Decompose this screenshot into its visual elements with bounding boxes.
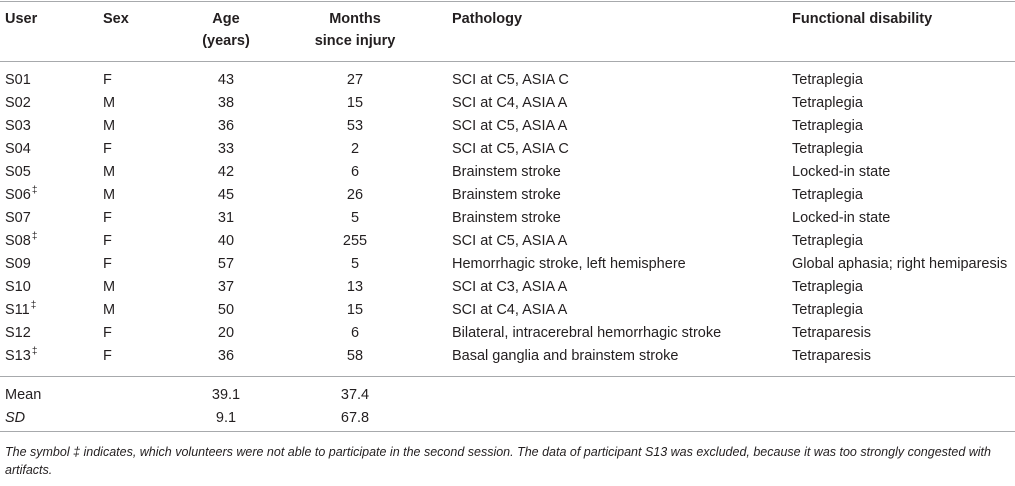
user-cell-text: S10 xyxy=(5,279,31,295)
months-cell xyxy=(315,207,395,230)
functional-disability-cell xyxy=(792,92,863,115)
user-cell xyxy=(5,115,31,138)
age-cell xyxy=(200,230,252,253)
sex-cell xyxy=(103,299,115,322)
pathology-cell-text: SCI at C5, ASIA A xyxy=(452,118,568,134)
sex-cell xyxy=(103,230,112,253)
months-cell-text: 15 xyxy=(346,302,364,318)
sex-cell xyxy=(103,115,115,138)
sex-cell-text: F xyxy=(103,256,112,272)
months-cell-text: 53 xyxy=(346,118,364,134)
user-cell xyxy=(5,276,31,299)
age-cell-text: 50 xyxy=(217,302,235,318)
sex-cell xyxy=(103,207,112,230)
sex-cell-text: F xyxy=(103,210,112,226)
sex-cell-text: M xyxy=(103,95,116,111)
user-cell-text: S06 xyxy=(5,187,31,203)
pathology-cell xyxy=(452,299,567,322)
pathology-cell xyxy=(452,230,567,253)
user-cell xyxy=(5,345,37,368)
sex-cell-text: F xyxy=(103,233,112,249)
sex-cell-text: M xyxy=(103,164,116,180)
functional-disability-cell xyxy=(792,253,1007,276)
pathology-cell-text: Brainstem stroke xyxy=(452,210,561,226)
functional-disability-cell-text: Tetraplegia xyxy=(792,302,863,318)
top-rule xyxy=(0,1,1015,2)
sex-cell xyxy=(103,138,112,161)
pathology-cell xyxy=(452,253,686,276)
age-cell xyxy=(200,161,252,184)
user-cell xyxy=(5,92,31,115)
age-cell-text: 40 xyxy=(217,233,235,249)
pathology-cell-text: SCI at C5, ASIA A xyxy=(452,233,568,249)
months-cell-text: 6 xyxy=(350,164,360,180)
functional-disability-cell-text: Tetraparesis xyxy=(792,325,871,341)
user-cell-text: S02 xyxy=(5,95,31,111)
age-cell xyxy=(200,207,252,230)
header-rule xyxy=(0,61,1015,62)
functional-disability-cell xyxy=(792,345,871,368)
functional-disability-cell xyxy=(792,115,863,138)
months-cell xyxy=(315,184,395,207)
header-pathology: Pathology xyxy=(452,11,523,27)
months-cell xyxy=(315,345,395,368)
header-user: User xyxy=(5,11,38,27)
pathology-cell xyxy=(452,322,721,345)
months-cell xyxy=(315,253,395,276)
user-cell xyxy=(5,230,37,253)
user-cell-text: S12 xyxy=(5,325,31,341)
sex-cell xyxy=(103,92,115,115)
double-dagger-marker: ‡ xyxy=(31,231,38,243)
user-cell-text: S01 xyxy=(5,72,31,88)
sex-cell xyxy=(103,276,115,299)
age-cell xyxy=(200,115,252,138)
pathology-cell-text: SCI at C5, ASIA C xyxy=(452,141,569,157)
header-age xyxy=(196,8,256,52)
user-cell-text: S13 xyxy=(5,348,31,364)
pathology-cell xyxy=(452,92,567,115)
pathology-cell-text: Brainstem stroke xyxy=(452,187,561,203)
age-cell xyxy=(200,345,252,368)
summary-months: 67.8 xyxy=(340,410,370,426)
summary-months: 37.4 xyxy=(340,387,370,403)
months-cell xyxy=(315,161,395,184)
user-cell xyxy=(5,138,31,161)
summary-rule xyxy=(0,376,1015,377)
pathology-cell-text: Basal ganglia and brainstem stroke xyxy=(452,348,679,364)
age-cell xyxy=(200,299,252,322)
pathology-cell-text: Hemorrhagic stroke, left hemisphere xyxy=(452,256,686,272)
pathology-cell xyxy=(452,345,679,368)
functional-disability-cell-text: Locked-in state xyxy=(792,164,891,180)
functional-disability-cell xyxy=(792,69,863,92)
pathology-cell xyxy=(452,69,569,92)
user-cell-text: S09 xyxy=(5,256,31,272)
age-cell-text: 20 xyxy=(217,325,235,341)
user-cell-text: S04 xyxy=(5,141,31,157)
functional-disability-cell xyxy=(792,138,863,161)
header-months-line2: since injury xyxy=(314,33,396,49)
sex-cell xyxy=(103,322,112,345)
age-cell-text: 43 xyxy=(217,72,235,88)
header-sex: Sex xyxy=(103,11,129,27)
months-cell-text: 6 xyxy=(350,325,360,341)
months-cell xyxy=(315,299,395,322)
months-cell-text: 26 xyxy=(346,187,364,203)
months-cell-text: 13 xyxy=(346,279,364,295)
functional-disability-cell-text: Global aphasia; right hemiparesis xyxy=(792,256,1008,272)
age-cell xyxy=(200,184,252,207)
pathology-cell-text: Brainstem stroke xyxy=(452,164,561,180)
user-cell-text: S05 xyxy=(5,164,31,180)
summary-label: Mean xyxy=(5,387,42,403)
functional-disability-cell xyxy=(792,230,863,253)
sex-cell-text: M xyxy=(103,187,116,203)
sex-cell-text: M xyxy=(103,118,116,134)
months-cell xyxy=(315,69,395,92)
header-months xyxy=(305,8,405,52)
months-cell xyxy=(315,92,395,115)
functional-disability-cell-text: Tetraplegia xyxy=(792,118,863,134)
age-cell-text: 37 xyxy=(217,279,235,295)
summary-age: 39.1 xyxy=(211,387,241,403)
functional-disability-cell-text: Tetraplegia xyxy=(792,141,863,157)
pathology-cell xyxy=(452,161,561,184)
functional-disability-cell-text: Tetraplegia xyxy=(792,187,863,203)
functional-disability-cell-text: Locked-in state xyxy=(792,210,891,226)
pathology-cell xyxy=(452,115,567,138)
age-cell-text: 45 xyxy=(217,187,235,203)
functional-disability-cell xyxy=(792,276,863,299)
functional-disability-cell-text: Tetraplegia xyxy=(792,233,863,249)
sex-cell-text: F xyxy=(103,141,112,157)
months-cell-text: 58 xyxy=(346,348,364,364)
sex-cell-text: M xyxy=(103,302,116,318)
table-footnote: The symbol ‡ indicates, which volunteers were not able to participate in the second session. The data of participant S13 was excluded, because it was too strongly congested with artifacts. xyxy=(5,445,991,477)
pathology-cell-text: SCI at C4, ASIA A xyxy=(452,302,568,318)
header-functional-disability: Functional disability xyxy=(792,11,933,27)
user-cell xyxy=(5,253,31,276)
summary-label: SD xyxy=(5,410,26,426)
months-cell xyxy=(315,138,395,161)
age-cell-text: 42 xyxy=(217,164,235,180)
bottom-rule xyxy=(0,431,1015,432)
sex-cell-text: F xyxy=(103,72,112,88)
pathology-cell-text: SCI at C3, ASIA A xyxy=(452,279,568,295)
pathology-cell xyxy=(452,276,567,299)
sex-cell-text: M xyxy=(103,279,116,295)
months-cell-text: 255 xyxy=(342,233,368,249)
user-cell xyxy=(5,184,37,207)
months-cell xyxy=(315,276,395,299)
sex-cell-text: F xyxy=(103,325,112,341)
age-cell xyxy=(200,253,252,276)
header-months-line1: Months xyxy=(329,11,381,27)
functional-disability-cell xyxy=(792,322,871,345)
sex-cell xyxy=(103,253,112,276)
sex-cell xyxy=(103,345,112,368)
pathology-cell-text: SCI at C4, ASIA A xyxy=(452,95,568,111)
months-cell xyxy=(315,322,395,345)
user-cell xyxy=(5,69,31,92)
double-dagger-marker: ‡ xyxy=(31,346,38,358)
user-cell-text: S03 xyxy=(5,118,31,134)
pathology-cell xyxy=(452,207,561,230)
user-cell-text: S11 xyxy=(5,302,30,318)
sex-cell xyxy=(103,161,115,184)
months-cell xyxy=(315,115,395,138)
functional-disability-cell-text: Tetraparesis xyxy=(792,348,871,364)
functional-disability-cell-text: Tetraplegia xyxy=(792,72,863,88)
summary-age: 9.1 xyxy=(215,410,237,426)
functional-disability-cell xyxy=(792,184,863,207)
double-dagger-marker: ‡ xyxy=(30,300,37,312)
age-cell xyxy=(200,138,252,161)
user-cell xyxy=(5,207,31,230)
user-cell-text: S08 xyxy=(5,233,31,249)
header-age-line2: (years) xyxy=(202,33,250,49)
functional-disability-cell xyxy=(792,207,890,230)
age-cell-text: 31 xyxy=(217,210,235,226)
sex-cell-text: F xyxy=(103,348,112,364)
age-cell-text: 36 xyxy=(217,348,235,364)
user-cell xyxy=(5,299,36,322)
months-cell-text: 2 xyxy=(350,141,360,157)
pathology-cell xyxy=(452,138,569,161)
pathology-cell-text: SCI at C5, ASIA C xyxy=(452,72,569,88)
age-cell-text: 33 xyxy=(217,141,235,157)
user-cell xyxy=(5,322,31,345)
pathology-cell xyxy=(452,184,561,207)
age-cell xyxy=(200,322,252,345)
sex-cell xyxy=(103,69,112,92)
functional-disability-cell xyxy=(792,299,863,322)
age-cell-text: 38 xyxy=(217,95,235,111)
user-cell xyxy=(5,161,31,184)
months-cell-text: 5 xyxy=(350,256,360,272)
months-cell-text: 5 xyxy=(350,210,360,226)
months-cell-text: 27 xyxy=(346,72,364,88)
functional-disability-cell-text: Tetraplegia xyxy=(792,95,863,111)
functional-disability-cell-text: Tetraplegia xyxy=(792,279,863,295)
months-cell-text: 15 xyxy=(346,95,364,111)
months-cell xyxy=(315,230,395,253)
pathology-cell-text: Bilateral, intracerebral hemorrhagic stroke xyxy=(452,325,722,341)
age-cell xyxy=(200,276,252,299)
sex-cell xyxy=(103,184,115,207)
functional-disability-cell xyxy=(792,161,890,184)
double-dagger-marker: ‡ xyxy=(31,185,38,197)
age-cell-text: 36 xyxy=(217,118,235,134)
user-cell-text: S07 xyxy=(5,210,31,226)
age-cell xyxy=(200,69,252,92)
age-cell xyxy=(200,92,252,115)
header-age-line1: Age xyxy=(212,11,240,27)
age-cell-text: 57 xyxy=(217,256,235,272)
